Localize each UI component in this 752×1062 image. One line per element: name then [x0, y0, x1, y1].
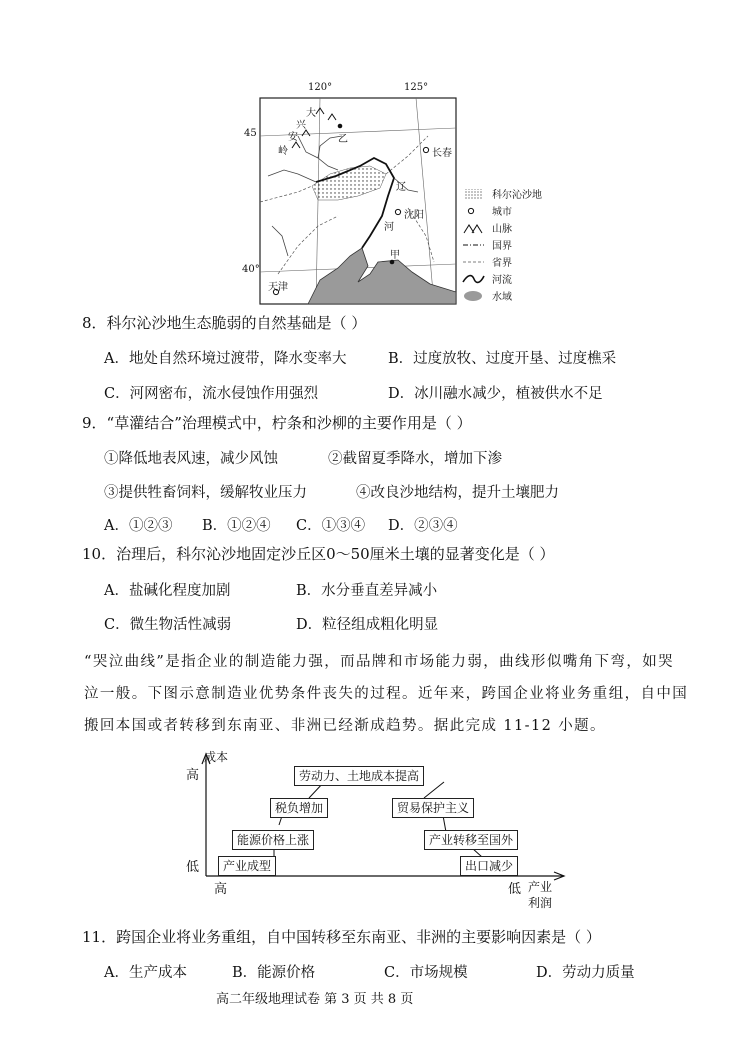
q10-option-d: D．粒径组成粗化明显 [296, 617, 439, 633]
q9-stem: 9．“草灌结合”治理模式中，柠条和沙柳的主要作用是（ ） [82, 414, 472, 432]
legend-item [462, 220, 512, 235]
place-shenyang: 沈阳 [404, 210, 424, 221]
box-labor-land-cost: 劳动力、土地成本提高 [294, 766, 424, 786]
q8-option-a: A．地处自然环境过渡带，降水变率大 [104, 351, 347, 367]
lat-label-40: 40° [242, 264, 260, 275]
legend-label: 山脉 [492, 224, 512, 235]
legend-label: 科尔沁沙地 [492, 190, 542, 201]
q9-item-3: ③提供牲畜饲料，缓解牧业压力 [104, 485, 307, 501]
legend-label: 城市 [492, 207, 512, 218]
legend-label: 水域 [492, 292, 512, 303]
x-low-label: 低 [508, 882, 522, 897]
legend-item [462, 186, 542, 201]
page-footer: 高二年级地理试卷 第 3 页 共 8 页 [216, 992, 414, 1007]
mountain-icon [462, 222, 486, 234]
place-he: 河 [384, 222, 394, 233]
intro-line-3: 搬回本国或者转移到东南亚、非洲已经渐成趋势。据此完成 11-12 小题。 [84, 718, 606, 734]
q10-option-b: B．水分垂直差异减小 [296, 583, 438, 599]
legend-item [462, 254, 512, 269]
q8-option-c: C．河网密布，流水侵蚀作用强烈 [104, 386, 319, 402]
box-tax-increase: 税负增加 [270, 798, 328, 818]
place-yi: 乙 [338, 134, 348, 145]
box-industry-transfer: 产业转移至国外 [424, 830, 518, 850]
box-export-decrease: 出口减少 [460, 856, 518, 876]
legend-item [462, 271, 512, 286]
place-tianjin: 天津 [268, 282, 288, 293]
box-energy-price-rise: 能源价格上涨 [232, 830, 314, 850]
box-industry-formed: 产业成型 [218, 856, 276, 876]
legend-label: 省界 [492, 258, 512, 269]
q11-option-c: C．市场规模 [384, 965, 468, 981]
dotted-sand-icon [462, 188, 486, 200]
crying-curve-diagram [184, 750, 604, 910]
place-xing: 兴 [296, 120, 306, 131]
place-jia: 甲 [390, 250, 400, 261]
q8-option-b: B．过度放牧、过度开垦、过度樵采 [388, 351, 617, 367]
place-changchun: 长春 [432, 148, 452, 159]
national-border-icon [462, 239, 486, 251]
lon-label-120: 120° [308, 82, 333, 93]
province-border-icon [462, 256, 486, 268]
water-area-icon [462, 290, 486, 302]
city-icon [462, 205, 486, 217]
q11-option-b: B．能源价格 [232, 965, 316, 981]
q9-item-2: ②截留夏季降水，增加下渗 [328, 451, 502, 467]
y-high-label: 高 [186, 768, 200, 783]
q10-stem: 10．治理后，科尔沁沙地固定沙丘区0～50厘米土壤的显著变化是（ ） [82, 545, 555, 563]
q8-option-d: D．冰川融水减少，植被供水不足 [388, 386, 603, 402]
place-ling: 岭 [278, 146, 288, 157]
q9-option-b: B．①②④ [202, 518, 271, 534]
map-legend [462, 186, 572, 306]
q11-option-a: A．生产成本 [104, 965, 187, 981]
q10-option-a: A．盐碱化程度加剧 [104, 583, 231, 599]
legend-label: 河流 [492, 275, 512, 286]
q9-option-a: A．①②③ [104, 518, 173, 534]
map-figure [242, 82, 458, 304]
x-axis-label-2: 利润 [528, 896, 553, 910]
q9-item-4: ④改良沙地结构，提升土壤肥力 [356, 485, 559, 501]
y-low-label: 低 [186, 860, 200, 875]
place-liao: 辽 [396, 182, 406, 193]
lon-label-125: 125° [404, 82, 429, 93]
q9-item-1: ①降低地表风速，减少风蚀 [104, 451, 278, 467]
q11-stem: 11．跨国企业将业务重组，自中国转移至东南亚、非洲的主要影响因素是（ ） [82, 928, 601, 946]
q11-option-d: D．劳动力质量 [536, 965, 635, 981]
q9-option-d: D．②③④ [388, 518, 458, 534]
legend-label: 国界 [492, 241, 512, 252]
river-icon [462, 273, 486, 285]
place-da: 大 [306, 108, 316, 119]
legend-item [462, 288, 512, 303]
legend-item [462, 237, 512, 252]
x-axis-label-1: 产业 [528, 880, 553, 894]
intro-line-1: “哭泣曲线”是指企业的制造能力强，而品牌和市场能力弱，曲线形似嘴角下弯，如哭 [84, 654, 675, 670]
box-trade-protectionism: 贸易保护主义 [392, 798, 474, 818]
lat-label-45: 45 [244, 128, 257, 139]
q9-option-c: C．①③④ [296, 518, 366, 534]
q8-stem: 8．科尔沁沙地生态脆弱的自然基础是（ ） [82, 314, 367, 332]
legend-item [462, 203, 512, 218]
y-axis-label: 成本 [204, 750, 229, 764]
q10-option-c: C．微生物活性减弱 [104, 617, 232, 633]
place-an: 安 [288, 132, 298, 143]
intro-line-2: 泣一般。下图示意制造业优势条件丧失的过程。近年来，跨国企业将业务重组，自中国 [84, 686, 689, 702]
x-high-label: 高 [214, 882, 228, 897]
